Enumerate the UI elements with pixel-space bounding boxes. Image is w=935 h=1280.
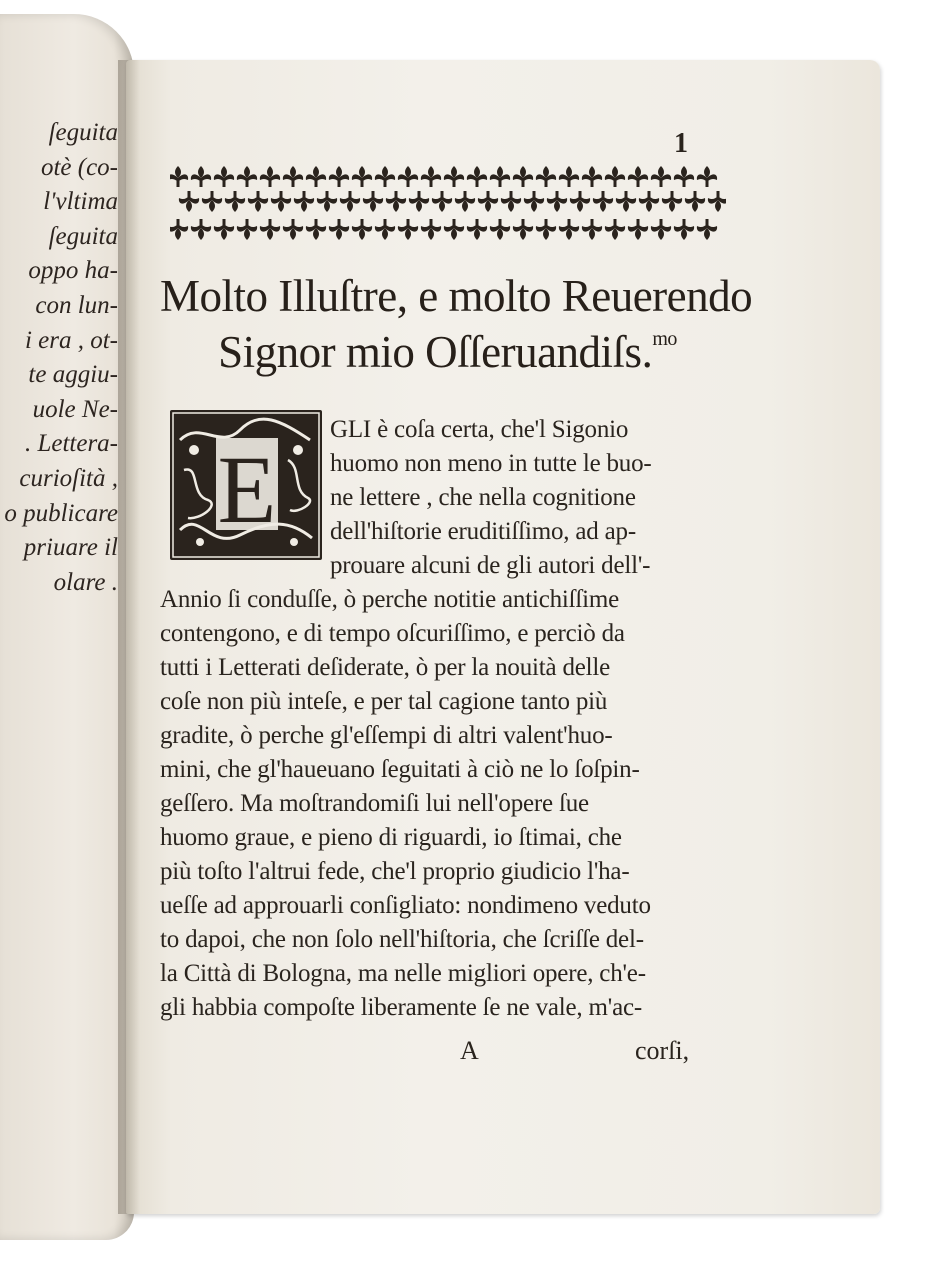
gutter-shadow: [118, 60, 140, 1214]
body-text-line: gradite, ò perche gl'eſſempi di altri valent'huo-: [160, 722, 613, 749]
ornament-fleuron: [501, 191, 521, 212]
left-page-line: te aggiu-: [28, 361, 118, 389]
ornament-fleuron: [170, 166, 188, 187]
ornament-fleuron: [513, 166, 533, 187]
ornament-fleuron: [593, 191, 613, 212]
ornament-fleuron: [179, 191, 199, 212]
ornament-fleuron: [260, 166, 280, 187]
left-page-line: i era , ot-: [24, 326, 118, 354]
body-text-line: ne lettere , che nella cognitione: [330, 484, 636, 511]
ornament-fleuron: [570, 191, 590, 212]
salutation-heading-line-2: [160, 326, 735, 378]
ornament-fleuron: [432, 191, 452, 212]
ornament-fleuron: [398, 166, 418, 187]
left-page-line: priuare il: [23, 534, 118, 562]
left-page-line: uole Ne-: [32, 395, 118, 423]
body-text-line: gli habbia compoſte liberamente ſe ne vale, m'ac-: [160, 994, 642, 1021]
ornament-fleuron: [214, 219, 234, 240]
ornament-fleuron: [248, 191, 268, 212]
ornament-fleuron: [214, 166, 234, 187]
ornament-fleuron: [306, 219, 326, 240]
body-text-line: la Città di Bologna, ma nelle migliori opere, ch'e-: [160, 960, 646, 987]
body-text-line: più toſto l'altrui fede, che'l proprio giudicio l'ha-: [160, 858, 630, 885]
ornament-fleuron: [317, 191, 337, 212]
ornament-fleuron: [582, 166, 602, 187]
ornament-fleuron: [685, 191, 705, 212]
ornament-fleuron: [536, 166, 556, 187]
ornament-fleuron: [467, 166, 487, 187]
ornament-fleuron: [708, 191, 726, 212]
ornament-fleuron: [559, 166, 579, 187]
ornament-fleuron: [283, 219, 303, 240]
ornament-fleuron: [329, 219, 349, 240]
ornament-fleuron: [513, 219, 533, 240]
ornament-fleuron: [260, 219, 280, 240]
ornament-fleuron: [375, 219, 395, 240]
ornament-fleuron: [605, 219, 625, 240]
ornament-fleuron: [225, 191, 245, 212]
left-page-line: . Lettera-: [24, 430, 118, 458]
salutation-heading-line-1: Molto Illuſtre, e molto Reuerendo: [160, 271, 753, 321]
salutation-superscript: mo: [652, 328, 677, 350]
ornament-fleuron: [409, 191, 429, 212]
ornament-fleuron: [340, 191, 360, 212]
ornament-fleuron: [662, 191, 682, 212]
ornament-fleuron: [547, 191, 567, 212]
ornament-fleuron: [202, 191, 222, 212]
ornament-fleuron: [271, 191, 291, 212]
ornament-fleuron: [306, 166, 326, 187]
body-text-line: huomo non meno in tutte le buo-: [330, 450, 652, 477]
ornament-fleuron: [639, 191, 659, 212]
left-page-line: curioſità ,: [19, 464, 118, 492]
ornament-fleuron: [651, 219, 671, 240]
ornament-fleuron: [170, 219, 188, 240]
ornament-fleuron: [467, 219, 487, 240]
body-text-line: mini, che gl'haueuano ſeguitati à ciò ne lo ſoſpin-: [160, 756, 640, 783]
ornament-fleuron: [237, 166, 257, 187]
body-text-line: contengono, e di tempo oſcuriſſimo, e perciò da: [160, 620, 625, 647]
ornament-fleuron: [191, 166, 211, 187]
ornament-fleuron: [352, 166, 372, 187]
ornament-fleuron: [674, 219, 694, 240]
ornament-fleuron: [651, 166, 671, 187]
ornament-fleuron: [697, 166, 717, 187]
ornament-fleuron: [375, 166, 395, 187]
body-text-line: ueſſe ad approuarli conſigliato: nondimeno veduto: [160, 892, 651, 919]
ornament-fleuron: [363, 191, 383, 212]
body-text-line: geſſero. Ma moſtrandomiſi lui nell'opere ſue: [160, 790, 589, 817]
ornament-fleuron: [398, 219, 418, 240]
ornament-fleuron: [697, 219, 717, 240]
ornament-fleuron: [421, 166, 441, 187]
left-page-line: ſeguita: [48, 222, 118, 250]
initial-letter: E: [217, 436, 277, 543]
ornament-fleuron: [628, 166, 648, 187]
ornament-fleuron: [559, 219, 579, 240]
ornament-fleuron: [616, 191, 636, 212]
body-text-line: GLI è coſa certa, che'l Sigonio: [330, 416, 629, 443]
ornament-fleuron: [237, 219, 257, 240]
left-page-line: olare .: [53, 568, 118, 596]
left-facing-page: [0, 14, 134, 1240]
left-page-line: oppo ha-: [28, 257, 118, 285]
ornament-fleuron: [674, 166, 694, 187]
ornament-fleuron: [628, 219, 648, 240]
ornament-fleuron: [444, 166, 464, 187]
body-text-line: Annio ſi conduſſe, ò perche notitie antichiſſime: [160, 586, 620, 613]
ornament-fleuron: [283, 166, 303, 187]
ornament-fleuron: [352, 219, 372, 240]
body-text-line: tutti i Letterati deſiderate, ò per la nouità delle: [160, 654, 611, 681]
ornament-fleuron: [294, 191, 314, 212]
catchword: corſi,: [635, 1036, 690, 1065]
ornament-fleuron: [536, 219, 556, 240]
body-text-line: coſe non più inteſe, e per tal cagione tanto più: [160, 688, 608, 715]
body-text-line: prouare alcuni de gli autori dell'-: [330, 552, 651, 579]
left-page-line: l'vltima: [43, 188, 118, 216]
ornament-fleuron: [455, 191, 475, 212]
body-text-line: to dapoi, che non ſolo nell'hiſtoria, che ſcriſſe del-: [160, 926, 644, 953]
ornament-fleuron: [490, 166, 510, 187]
body-text-line: huomo graue, e pieno di riguardi, io ſtimai, che: [160, 824, 622, 851]
signature-mark: A: [460, 1036, 479, 1065]
decorated-initial: [170, 410, 322, 560]
left-page-text: [0, 116, 130, 600]
left-page-line: con lun-: [35, 291, 118, 319]
ornament-fleuron: [478, 191, 498, 212]
page-number: 1: [674, 128, 688, 159]
ornament-fleuron: [386, 191, 406, 212]
body-text-line: dell'hiſtorie eruditiſſimo, ad ap-: [330, 518, 636, 545]
salutation-heading-text: Signor mio Oſſeruandiſs.: [218, 327, 653, 377]
left-page-line: ſeguita: [48, 119, 118, 146]
ornament-fleuron: [191, 219, 211, 240]
ornament-fleuron: [524, 191, 544, 212]
ornament-fleuron: [605, 166, 625, 187]
ornament-fleuron: [444, 219, 464, 240]
ornamental-headpiece: [170, 158, 726, 246]
ornament-fleuron: [582, 219, 602, 240]
left-page-line: o publicare: [4, 499, 118, 527]
left-page-line: otè (co-: [40, 153, 118, 181]
ornament-fleuron: [421, 219, 441, 240]
decorated-initial-art: [170, 410, 322, 560]
ornament-fleuron: [490, 219, 510, 240]
ornament-fleuron: [329, 166, 349, 187]
